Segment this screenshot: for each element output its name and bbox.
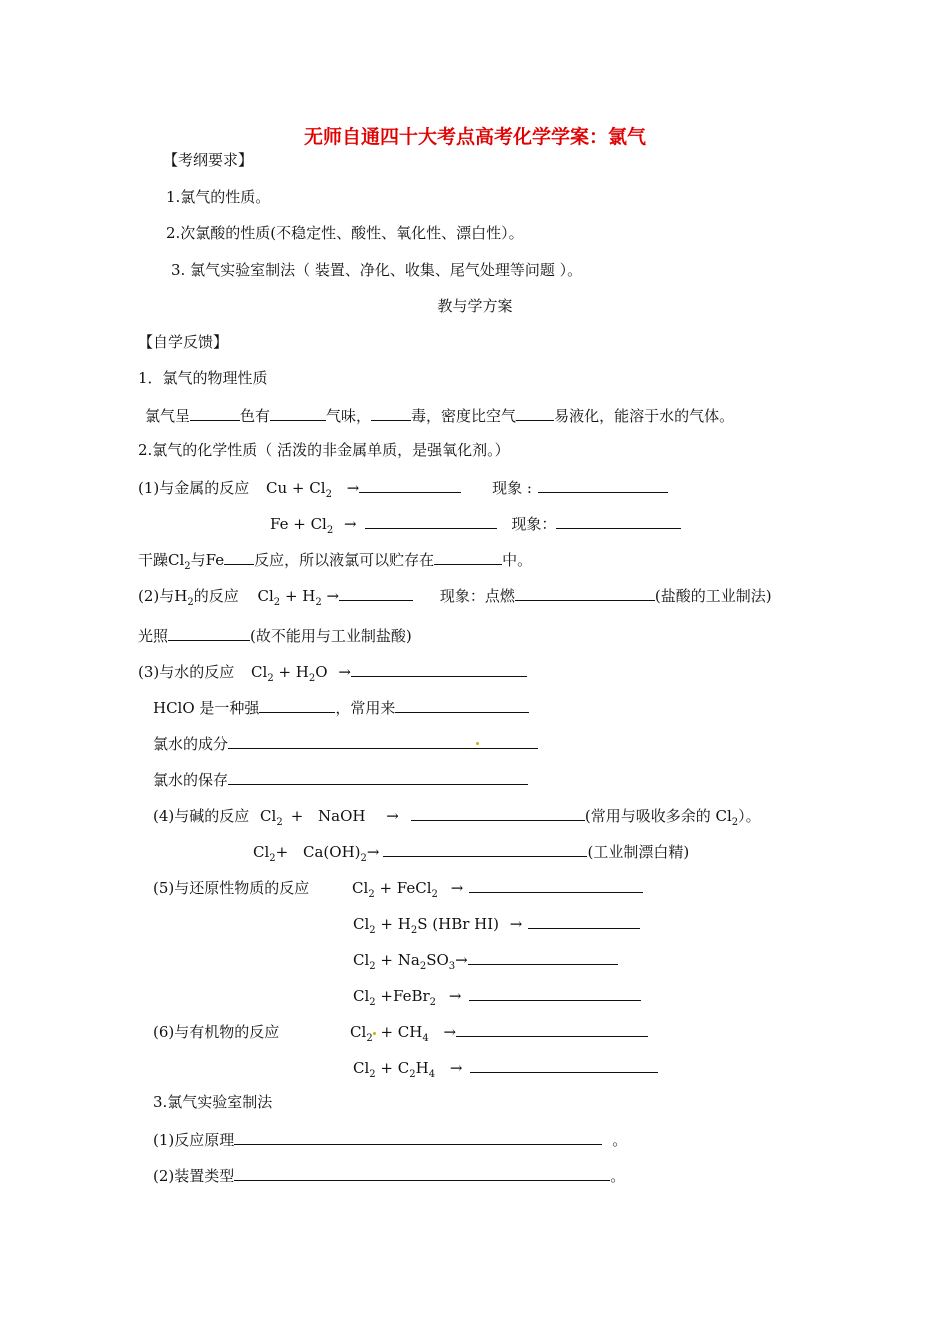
blank [351, 660, 527, 677]
blank [538, 476, 668, 493]
reduce-reaction-line-1 [153, 876, 643, 905]
lab-prep-heading: 3.氯气实验室制法 [153, 1093, 273, 1111]
note: (盐酸的工业制法) [654, 587, 772, 605]
text: (2)装置类型 [153, 1167, 235, 1185]
blank [470, 1056, 658, 1073]
text: 。 [612, 1131, 628, 1149]
subscript: 2 [187, 597, 194, 608]
arrow: → [344, 515, 357, 533]
blank [228, 768, 528, 785]
phenomenon-label: 现象 : [492, 479, 532, 497]
blank [469, 984, 641, 1001]
equation-text: + H [280, 587, 316, 605]
subscript: 4 [422, 1033, 429, 1044]
subscript: 2 [269, 853, 276, 864]
note: ）。 [738, 807, 761, 825]
text: 干躁Cl [138, 551, 185, 569]
metal-reaction-fe-line [270, 512, 681, 541]
water-reaction-line [138, 660, 527, 689]
subscript: 2 [273, 597, 281, 608]
text: 毒，密度比空气 [411, 407, 517, 425]
organic-reaction-line-2 [353, 1056, 658, 1085]
lab-prep-item-1 [153, 1128, 627, 1150]
organic-reaction-line-1 [153, 1020, 648, 1049]
text: 氯水的保存 [153, 771, 229, 789]
feedback-heading: 【自学反馈】 [138, 333, 229, 351]
subscript: 2 [366, 1033, 373, 1044]
equation-text: H [415, 1059, 429, 1077]
reduce-reaction-line-3 [353, 948, 618, 977]
blank [365, 512, 497, 529]
text: ，常用来 [335, 699, 396, 717]
equation-text: Ca(OH) [303, 843, 361, 861]
text: 氯气呈 [145, 407, 191, 425]
phenomenon-label: 现象：点燃 [439, 587, 515, 605]
blank [556, 512, 681, 529]
subscript: 2 [369, 1069, 376, 1080]
text: 易液化，能溶于水的气体。 [554, 407, 735, 425]
subscript: 2 [315, 597, 322, 608]
text: HClO 是一种强 [153, 699, 260, 717]
metal-reaction-label: (1)与金属的反应 [138, 479, 250, 497]
subscript: 2 [308, 673, 316, 684]
equation-text: + Na [375, 951, 420, 969]
chemical-properties-heading: 2.氯气的化学性质（ 活泼的非金属单质，是强氧化剂。） [138, 441, 510, 459]
metal-reaction-line [138, 476, 668, 505]
blank [411, 804, 585, 821]
text: 。 [610, 1167, 626, 1185]
note: (故不能用与工业制盐酸) [250, 627, 412, 645]
arrow: → [448, 987, 462, 1005]
note: (工业制漂白精) [587, 843, 690, 861]
subscript: 4 [428, 1069, 436, 1080]
equation-text: Cl [253, 843, 270, 861]
light-line [138, 624, 412, 646]
subscript: 2 [409, 1069, 416, 1080]
reduce-reaction-line-2 [353, 912, 640, 941]
subscript: 2 [368, 889, 375, 900]
blank [469, 876, 643, 893]
blank [468, 948, 618, 965]
reduce-reaction-line-4 [353, 984, 641, 1013]
blank [395, 696, 529, 713]
blank [259, 696, 335, 713]
subscript: 2 [276, 817, 283, 828]
phenomenon-label: 现象： [511, 515, 557, 533]
subscript: 2 [429, 997, 437, 1008]
equation-text: Cu + Cl [266, 479, 326, 497]
blank [190, 404, 240, 421]
blank [456, 1020, 648, 1037]
equation-text: + CH [375, 1023, 423, 1041]
equation-text: Cl [353, 951, 370, 969]
arrow: → [326, 587, 340, 605]
blank [434, 548, 502, 565]
speck [476, 742, 479, 745]
equation-text: Cl [353, 1059, 370, 1077]
text: 色有 [240, 407, 271, 425]
subscript: 2 [419, 961, 427, 972]
blank [371, 404, 411, 421]
blank [168, 624, 250, 641]
arrow: → [455, 951, 468, 969]
subscript: 2 [369, 997, 376, 1008]
subscript: 2 [369, 961, 376, 972]
arrow: → [443, 1023, 457, 1041]
equation-text: Cl [353, 915, 370, 933]
arrow: → [450, 879, 464, 897]
text: (2)与H [138, 587, 188, 605]
blank [228, 732, 538, 749]
equation-text: + H [273, 663, 309, 681]
requirement-item-3: 3. 氯气实验室制法（ 装置、净化、收集、尾气处理等问题 ）。 [171, 261, 583, 279]
document-title: 无师自通四十大考点高考化学学案：氯气 [303, 126, 646, 148]
blank [383, 840, 587, 857]
text: (6)与有机物的反应 [153, 1023, 280, 1041]
equation-text: Cl [257, 587, 274, 605]
chlorine-water-composition-line [153, 732, 538, 754]
equation-text: SO [426, 951, 449, 969]
blank [515, 584, 655, 601]
blank [528, 912, 640, 929]
subscript: 2 [326, 525, 334, 536]
subscript: 2 [325, 489, 332, 500]
subscript: 3 [448, 961, 456, 972]
subscript: 2 [267, 673, 274, 684]
subscript: 2 [731, 817, 739, 828]
equation-text: Fe + Cl [270, 515, 327, 533]
physical-properties-heading: 1．氯气的物理性质 [138, 369, 268, 387]
text: (5)与还原性物质的反应 [153, 879, 310, 897]
base-reaction-line: (4)与碱的反应 $Cl_2$ + NaOH → (常用与吸收多余的 $Cl_2$）。 [153, 804, 761, 833]
arrow: → [449, 1059, 463, 1077]
blank [234, 1128, 602, 1145]
hclo-line [153, 696, 529, 718]
arrow: → [366, 843, 380, 861]
requirement-item-2: 2.次氯酸的性质(不稳定性、酸性、氧化性、漂白性）。 [166, 224, 524, 242]
equation-text: S (HBr HI) [417, 915, 500, 933]
chlorine-water-storage-line [153, 768, 528, 790]
note: (常用与吸收多余的 Cl [584, 807, 732, 825]
text: 反应，所以液氯可以贮存在 [254, 551, 435, 569]
blank [359, 476, 461, 493]
equation-text: Cl [251, 663, 268, 681]
blank [516, 404, 554, 421]
equation-text: Cl [260, 807, 277, 825]
h2-reaction-line [138, 584, 772, 613]
arrow: → [346, 479, 360, 497]
text: 与Fe [190, 551, 225, 569]
arrow: → [509, 915, 523, 933]
blank [339, 584, 413, 601]
text: 的反应 [193, 587, 239, 605]
subscript: 2 [360, 853, 367, 864]
text: 氯水的成分 [153, 735, 229, 753]
equation-text: + C [375, 1059, 410, 1077]
equation-text: Cl [353, 987, 370, 1005]
equation-text: +FeBr [375, 987, 430, 1005]
equation-text: Cl [352, 879, 369, 897]
equation-text: O [315, 663, 328, 681]
arrow: → [338, 663, 351, 681]
text: 中。 [502, 551, 533, 569]
blank [234, 1164, 610, 1181]
base-reaction-caoh-line: $Cl_2+ Ca(OH)_2\to$ (工业制漂白精) [253, 840, 689, 869]
equation-text: NaOH [318, 807, 366, 825]
blank [224, 548, 254, 565]
blank [270, 404, 326, 421]
equation-text: Cl [350, 1023, 367, 1041]
subscript: 2 [431, 889, 438, 900]
lab-prep-item-2 [153, 1164, 625, 1186]
text: (1)反应原理 [153, 1131, 235, 1149]
text: (3)与水的反应 [138, 663, 235, 681]
requirements-heading: 【考纲要求】 [163, 151, 254, 169]
subscript: 2 [410, 925, 418, 936]
physical-properties-line [145, 404, 734, 426]
equation-text: + H [375, 915, 411, 933]
arrow: → [386, 807, 399, 825]
text: (4)与碱的反应 [153, 807, 250, 825]
requirement-item-1: 1.氯气的性质。 [166, 188, 271, 206]
subscript: 2 [369, 925, 376, 936]
text: 光照 [138, 627, 169, 645]
plan-title: 教与学方案 [437, 297, 513, 315]
dry-chlorine-line [138, 548, 532, 577]
equation-text: + FeCl [374, 879, 432, 897]
text: 气味， [326, 407, 372, 425]
subscript: 2 [184, 561, 191, 572]
